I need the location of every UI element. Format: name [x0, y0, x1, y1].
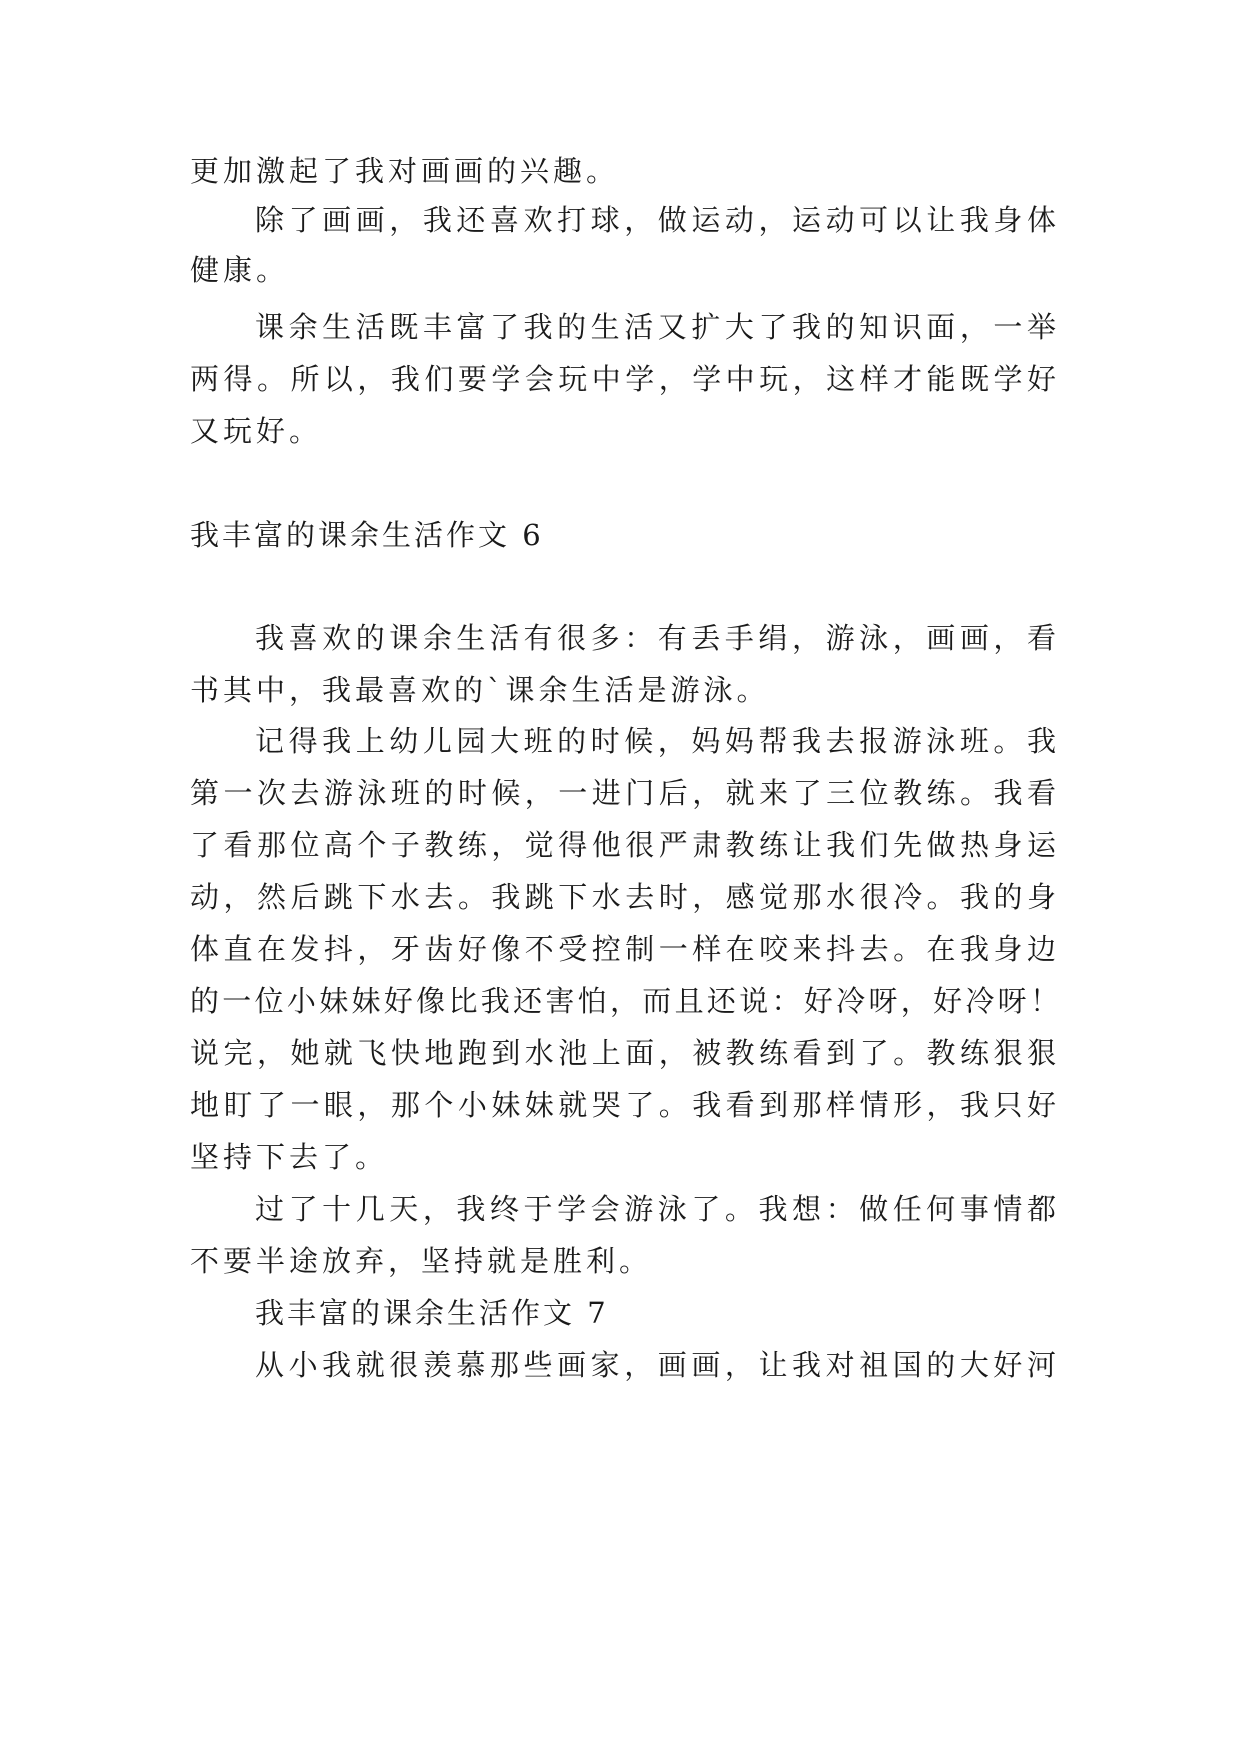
paragraph-line: 我喜欢的课余生活有很多：有丢手绢，游泳，画画，看	[255, 621, 1060, 655]
paragraph-line: 课余生活既丰富了我的生活又扩大了我的知识面，一举	[255, 310, 1060, 344]
paragraph-line: 的一位小妹妹好像比我还害怕，而且还说：好冷呀，好冷呀！	[190, 984, 1060, 1018]
paragraph-line: 了看那位高个子教练，觉得他很严肃教练让我们先做热身运	[190, 828, 1060, 862]
paragraph-line: 除了画画，我还喜欢打球，做运动，运动可以让我身体	[255, 203, 1060, 237]
paragraph-line: 从小我就很羡慕那些画家，画画，让我对祖国的大好河	[255, 1348, 1060, 1382]
paragraph-line: 地盯了一眼，那个小妹妹就哭了。我看到那样情形，我只好	[190, 1088, 1060, 1122]
paragraph-line: 记得我上幼儿园大班的时候，妈妈帮我去报游泳班。我	[255, 724, 1060, 758]
paragraph-line: 过了十几天，我终于学会游泳了。我想：做任何事情都	[255, 1192, 1060, 1226]
section-heading: 我丰富的课余生活作文 6	[190, 518, 544, 552]
paragraph-line: 又玩好。	[190, 414, 323, 448]
paragraph-line: 体直在发抖，牙齿好像不受控制一样在咬来抖去。在我身边	[190, 932, 1060, 966]
paragraph-line: 健康。	[190, 253, 290, 287]
paragraph-line: 更加激起了我对画画的兴趣。	[190, 154, 620, 188]
paragraph-line: 第一次去游泳班的时候，一进门后，就来了三位教练。我看	[190, 776, 1060, 810]
paragraph-line: 书其中，我最喜欢的`课余生活是游泳。	[190, 673, 770, 707]
paragraph-line: 两得。所以，我们要学会玩中学，学中玩，这样才能既学好	[190, 362, 1060, 396]
paragraph-line: 说完，她就飞快地跑到水池上面，被教练看到了。教练狠狠	[190, 1036, 1060, 1070]
paragraph-line: 不要半途放弃，坚持就是胜利。	[190, 1244, 653, 1278]
paragraph-line: 坚持下去了。	[190, 1140, 389, 1174]
section-heading: 我丰富的课余生活作文 7	[255, 1296, 609, 1330]
paragraph-line: 动，然后跳下水去。我跳下水去时，感觉那水很冷。我的身	[190, 880, 1060, 914]
